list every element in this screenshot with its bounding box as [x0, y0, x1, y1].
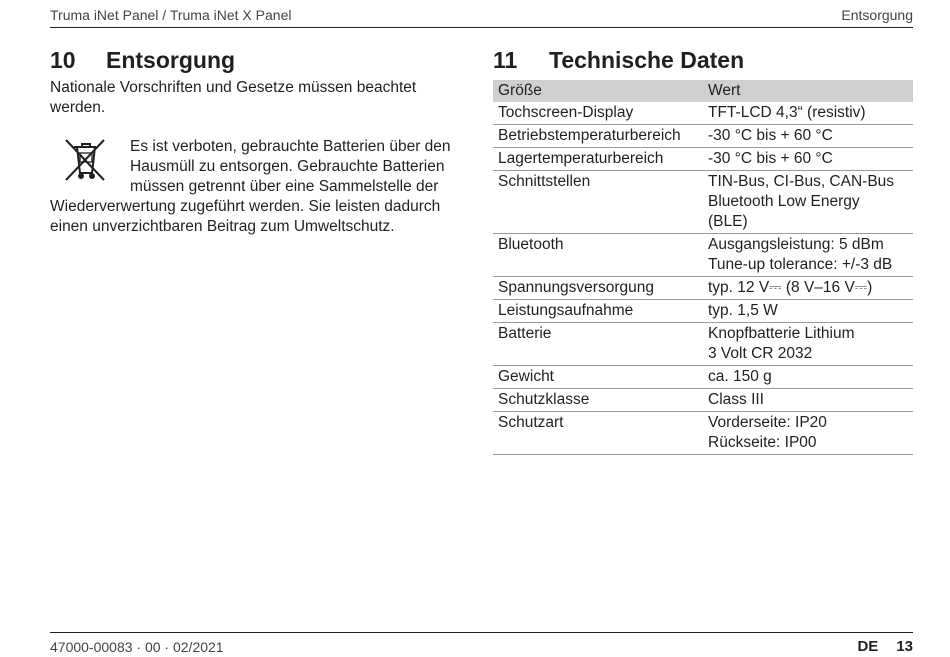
spec-label: Tochscreen-Display: [493, 102, 703, 125]
spec-value-line: -30 °C bis + 60 °C: [708, 127, 833, 144]
spec-value-line: Tune-up tolerance: +/-3 dB: [708, 256, 893, 273]
section-technische-daten: [493, 46, 913, 455]
spec-label: Schutzart: [493, 412, 703, 455]
language-code: DE: [857, 638, 879, 655]
spec-label: Batterie: [493, 323, 703, 366]
spec-value: [703, 300, 913, 323]
spec-value-line: Ausgangsleistung: 5 dBm: [708, 236, 884, 253]
specs-table: [493, 80, 913, 455]
running-header-section: Entsorgung: [841, 7, 913, 23]
battery-paragraph: Es ist verboten, gebrauchte Batterien über den Hausmüll zu entsorgen. Gebrauchte Batterien müssen getrennt über eine Sammelstelle der Wiederverwertung zugeführt werden. Sie leisten dadurch einen unverzichtbaren Beitrag zum Umweltschutz.: [50, 138, 451, 235]
spec-label: Gewicht: [493, 366, 703, 389]
spec-label: Spannungsversorgung: [493, 277, 703, 300]
spec-value-line: ca. 150 g: [708, 368, 772, 385]
page-info: [857, 638, 913, 655]
spec-label: Bluetooth: [493, 234, 703, 277]
spec-label: Betriebstemperaturbereich: [493, 125, 703, 148]
spec-value: [703, 171, 913, 234]
spec-value-line: 3 Volt CR 2032: [708, 345, 813, 362]
column-header-groesse: Größe: [493, 80, 703, 102]
spec-value-line: typ. 12 V⎓ (8 V–16 V⎓): [708, 279, 873, 296]
section-entsorgung: [50, 46, 470, 237]
column-header-wert: Wert: [703, 80, 913, 102]
footer-divider: [50, 632, 913, 633]
section-number: 11: [493, 47, 518, 73]
crossed-out-wheelie-bin-icon: [60, 137, 110, 183]
spec-label: Schutzklasse: [493, 389, 703, 412]
document-number: 47000-00083 · 00 · 02/2021: [50, 639, 224, 655]
specs-table-header: [493, 80, 913, 102]
spec-value-line: Bluetooth Low Energy: [708, 193, 860, 210]
spec-value-line: (BLE): [708, 213, 748, 230]
spec-value-line: TFT-LCD 4,3“ (resistiv): [708, 104, 866, 121]
table-row: [493, 171, 913, 234]
spec-value-line: Vorderseite: IP20: [708, 414, 827, 431]
spec-value-line: TIN-Bus, CI-Bus, CAN-Bus: [708, 173, 895, 190]
spec-value: [703, 412, 913, 455]
section-heading-11: [493, 46, 913, 74]
spec-value: [703, 148, 913, 171]
spec-value: [703, 234, 913, 277]
spec-value-line: Rückseite: IP00: [708, 434, 817, 451]
spec-label: Leistungsaufnahme: [493, 300, 703, 323]
spec-value: [703, 389, 913, 412]
spec-value: [703, 366, 913, 389]
spec-value-line: typ. 1,5 W: [708, 302, 778, 319]
header-divider: [50, 27, 913, 28]
section-title: Entsorgung: [106, 47, 236, 73]
table-row: [493, 389, 913, 412]
table-row: [493, 234, 913, 277]
section-number: 10: [50, 47, 76, 73]
table-row: [493, 102, 913, 125]
table-row: [493, 148, 913, 171]
intro-paragraph: Nationale Vorschriften und Gesetze müssen beachtet werden.: [50, 79, 417, 116]
battery-disposal-notice: [50, 137, 470, 237]
spec-label: Schnittstellen: [493, 171, 703, 234]
spec-value-line: Knopfbatterie Lithium: [708, 325, 855, 342]
page-number: 13: [896, 638, 913, 655]
spec-value-line: Class III: [708, 391, 764, 408]
table-row: [493, 300, 913, 323]
spec-value-line: -30 °C bis + 60 °C: [708, 150, 833, 167]
spec-value: [703, 102, 913, 125]
spec-value: [703, 125, 913, 148]
table-row: [493, 366, 913, 389]
table-row: [493, 125, 913, 148]
spec-label: Lagertemperaturbereich: [493, 148, 703, 171]
table-row: [493, 277, 913, 300]
table-row: [493, 323, 913, 366]
spec-value: [703, 323, 913, 366]
spec-value: [703, 277, 913, 300]
running-header-title: Truma iNet Panel / Truma iNet X Panel: [50, 7, 292, 23]
section-title: Technische Daten: [549, 47, 745, 73]
section-heading-10: [50, 46, 470, 74]
table-row: [493, 412, 913, 455]
